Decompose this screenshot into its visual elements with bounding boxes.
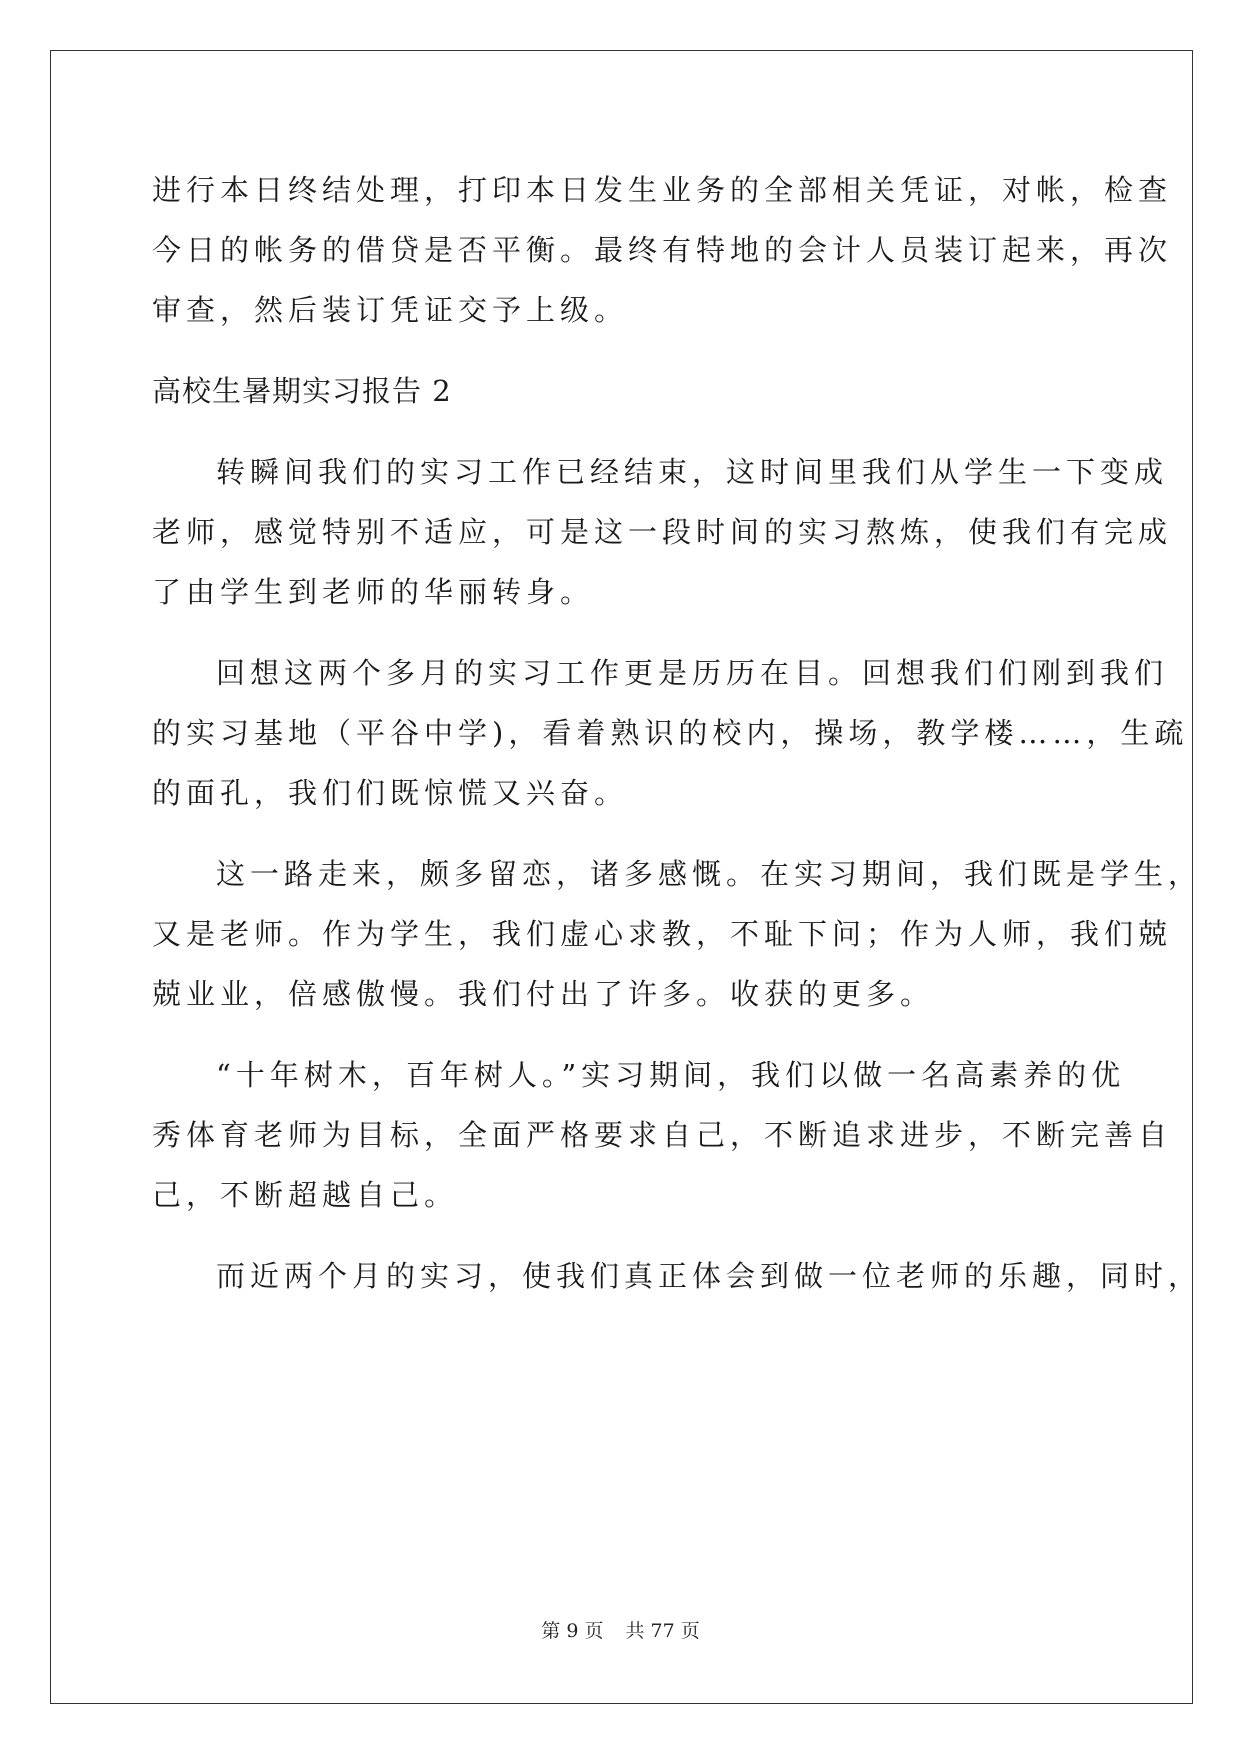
page-number: 第 9 页 <box>541 1620 604 1642</box>
text-line: “十年树木，百年树人。”实习期间，我们以做一名高素养的优 <box>216 1058 1126 1092</box>
section-title: 高校生暑期实习报告 2 <box>152 374 452 408</box>
paragraph <box>152 442 1173 622</box>
paragraph <box>152 643 1189 823</box>
text-line: 了由学生到老师的华丽转身。 <box>152 575 595 609</box>
paragraph <box>152 1045 1173 1225</box>
text-line: 的实习基地（平谷中学)，看着熟识的校内，操场，教学楼……，生疏 <box>152 716 1189 750</box>
text-line: 的面孔，我们们既惊慌又兴奋。 <box>152 776 629 810</box>
text-line: 这一路走来，颇多留恋，诸多感慨。在实习期间，我们既是学生， <box>216 857 1203 891</box>
text-line: 回想这两个多月的实习工作更是历历在目。回想我们们刚到我们 <box>216 656 1169 690</box>
text-line: 秀体育老师为目标，全面严格要求自己，不断追求进步，不断完善自 <box>152 1118 1173 1152</box>
text-line: 又是老师。作为学生，我们虚心求教，不耻下问；作为人师，我们兢 <box>152 917 1173 951</box>
text-line: 转瞬间我们的实习工作已经结束，这时间里我们从学生一下变成 <box>216 455 1169 489</box>
text-line: 今日的帐务的借贷是否平衡。最终有特地的会计人员装订起来，再次 <box>152 233 1173 267</box>
text-line: 兢业业，倍感傲慢。我们付出了许多。收获的更多。 <box>152 977 935 1011</box>
text-line: 老师，感觉特别不适应，可是这一段时间的实习熬炼，使我们有完成 <box>152 515 1173 549</box>
document-body <box>152 160 1203 1306</box>
paragraph <box>152 1246 1203 1306</box>
paragraph <box>152 844 1203 1024</box>
total-pages: 共 77 页 <box>625 1620 700 1642</box>
text-line: 进行本日终结处理，打印本日发生业务的全部相关凭证，对帐，检查 <box>152 173 1173 207</box>
text-line: 而近两个月的实习，使我们真正体会到做一位老师的乐趣，同时， <box>216 1259 1203 1293</box>
text-line: 审查，然后装订凭证交予上级。 <box>152 293 629 327</box>
page-footer <box>0 1616 1241 1643</box>
text-line: 己，不断超越自己。 <box>152 1178 459 1212</box>
